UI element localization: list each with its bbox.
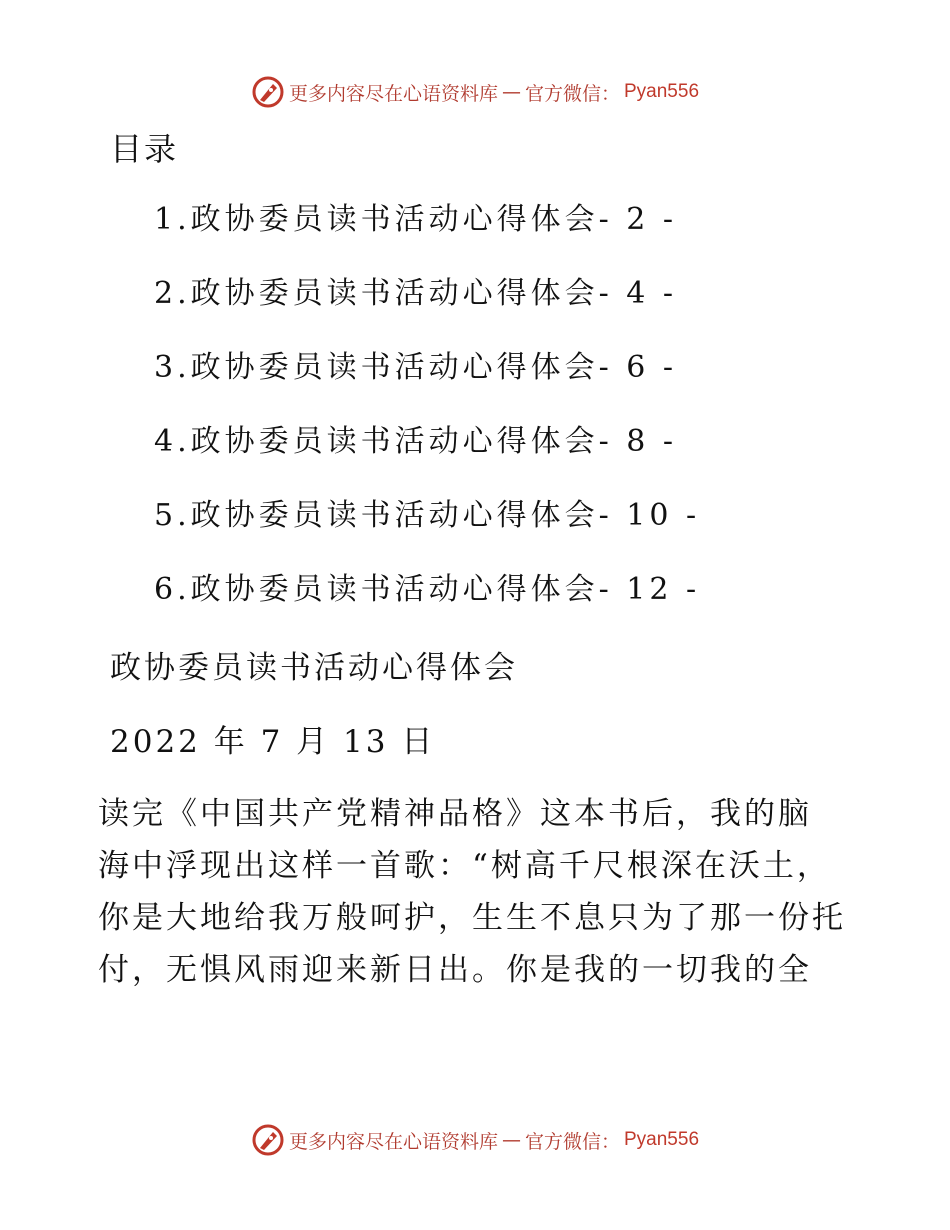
toc-item-label: 5.政协委员读书活动心得体会 bbox=[154, 498, 599, 533]
toc-title: 目录 bbox=[110, 130, 179, 168]
toc-item[interactable] bbox=[154, 418, 700, 492]
watermark-separator: — bbox=[501, 81, 521, 103]
pen-nib-logo-icon bbox=[251, 1123, 285, 1157]
toc-item-page: - 8 - bbox=[598, 424, 678, 459]
watermark-text: 更多内容尽在心语资料库 bbox=[288, 1130, 498, 1153]
document-date: 2022 年 7 月 13 日 bbox=[110, 724, 436, 760]
header-watermark bbox=[0, 72, 950, 112]
watermark-separator: — bbox=[501, 1129, 521, 1151]
body-line: 付，无惧风雨迎来新日出。你是我的一切我的全 bbox=[98, 952, 812, 988]
toc-item-page: - 10 - bbox=[598, 498, 701, 533]
watermark-id: Pyan556 bbox=[624, 1129, 700, 1150]
toc-item-label: 2.政协委员读书活动心得体会 bbox=[154, 276, 599, 311]
body-line: 你是大地给我万般呵护，生生不息只为了那一份托 bbox=[98, 900, 846, 936]
toc-item[interactable] bbox=[154, 344, 700, 418]
document-title: 政协委员读书活动心得体会 bbox=[110, 650, 518, 686]
toc-item-label: 6.政协委员读书活动心得体会 bbox=[154, 572, 599, 607]
toc-item-label: 1.政协委员读书活动心得体会 bbox=[154, 202, 599, 237]
toc-item-label: 4.政协委员读书活动心得体会 bbox=[154, 424, 599, 459]
footer-watermark bbox=[0, 1120, 950, 1160]
watermark-text: 更多内容尽在心语资料库 bbox=[288, 82, 498, 105]
toc-list bbox=[154, 196, 700, 640]
toc-item-page: - 2 - bbox=[598, 202, 678, 237]
watermark-label: 官方微信： bbox=[524, 1130, 620, 1153]
body-line: 海中浮现出这样一首歌：“树高千尺根深在沃土， bbox=[98, 848, 831, 884]
pen-nib-logo-icon bbox=[251, 75, 285, 109]
body-paragraph bbox=[98, 788, 858, 996]
toc-item[interactable] bbox=[154, 270, 700, 344]
toc-item-page: - 4 - bbox=[598, 276, 678, 311]
toc-item-page: - 6 - bbox=[598, 350, 678, 385]
body-line: 读完《中国共产党精神品格》这本书后，我的脑 bbox=[98, 796, 812, 832]
toc-item-page: - 12 - bbox=[598, 572, 701, 607]
toc-item-label: 3.政协委员读书活动心得体会 bbox=[154, 350, 599, 385]
toc-item[interactable] bbox=[154, 196, 700, 270]
toc-item[interactable] bbox=[154, 492, 700, 566]
watermark-id: Pyan556 bbox=[624, 81, 700, 102]
toc-item[interactable] bbox=[154, 566, 700, 640]
watermark-label: 官方微信： bbox=[524, 82, 620, 105]
